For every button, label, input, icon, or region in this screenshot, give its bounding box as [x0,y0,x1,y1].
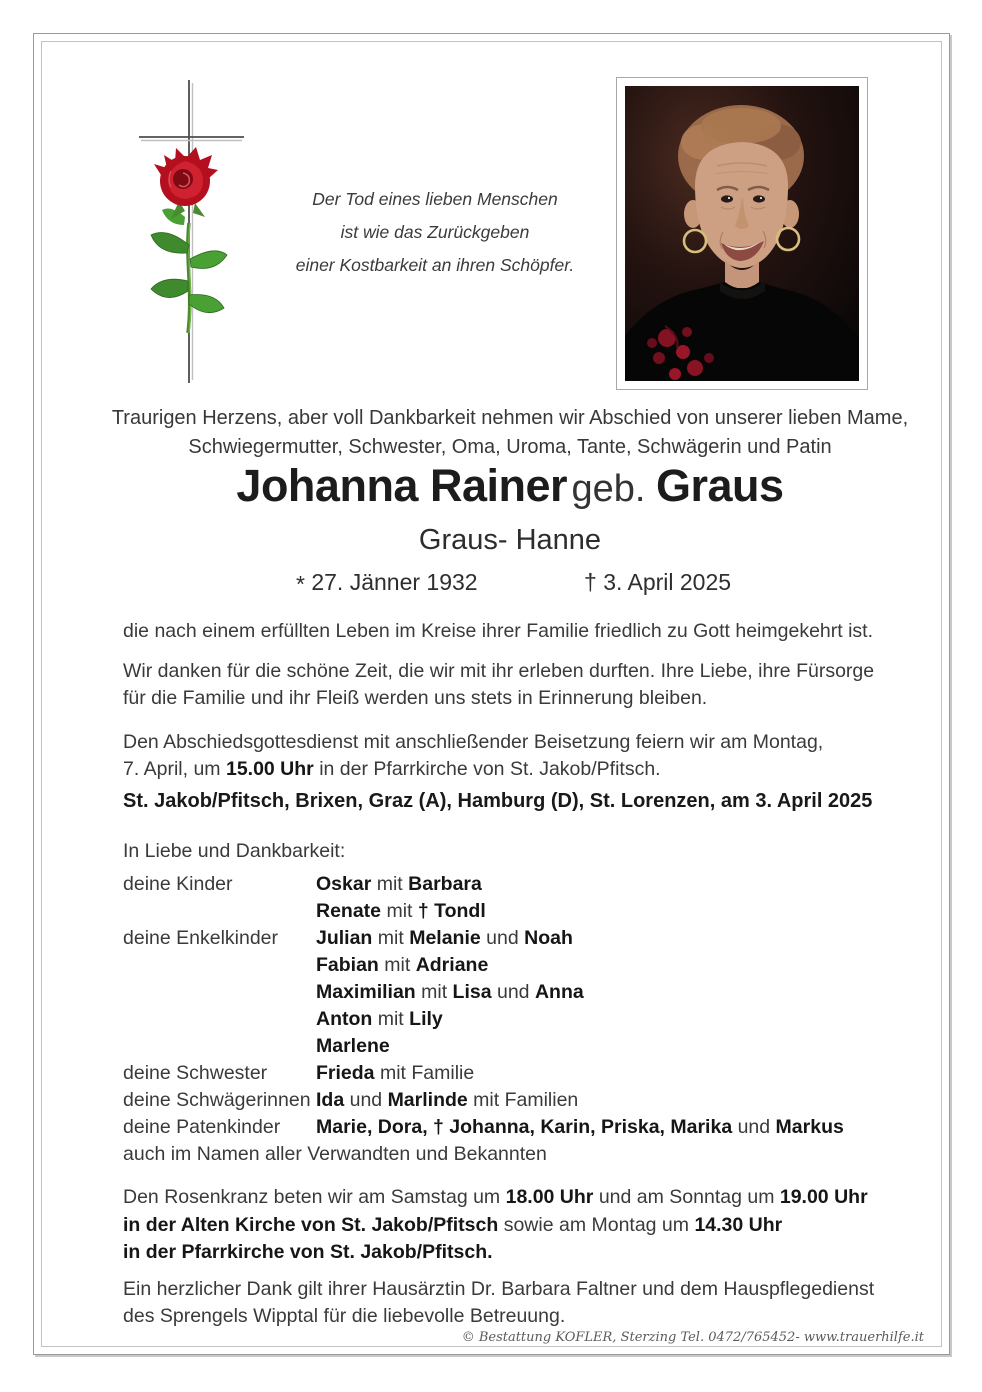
family-names: Oskar mit Barbara [316,873,482,895]
birth-date-text: 27. Jänner 1932 [311,569,478,595]
family-names: Marlene [316,1035,390,1057]
memorial-quote [255,183,615,282]
family-row [123,1033,933,1060]
family-label: deine Patenkinder [123,1116,281,1138]
family-names: Marie, Dora, † Johanna, Karin, Priska, Marika und Markus [316,1116,844,1138]
death-date-text: 3. April 2025 [603,569,732,595]
intro-line: Schwiegermutter, Schwester, Oma, Uroma, Tante, Schwägerin und Patin [188,436,832,458]
deceased-name-main: Johanna Rainer [236,460,568,511]
family-names: Ida und Marlinde mit Familien [316,1089,579,1111]
birth-symbol: * [296,571,305,597]
family-label: deine Schwester [123,1062,268,1084]
family-label: deine Enkelkinder [123,927,279,949]
death-symbol: † [584,569,597,595]
family-label: deine Kinder [123,873,233,895]
family-row [123,925,933,952]
paragraph-heimgekehrt: die nach einem erfüllten Leben im Kreise ihrer Familie friedlich zu Gott heimgekehrt ist. [123,620,874,642]
intro-line: Traurigen Herzens, aber voll Dankbarkeit nehmen wir Abschied von unserer lieben Mame, [111,407,909,429]
thanks-paragraph: Ein herzlicher Dank gilt ihrer Hausärztin Dr. Barbara Faltner und dem Hauspflegedienst des Sprengels Wipptal für die liebevolle Betreuung. [123,1278,875,1327]
quote-line: Der Tod eines lieben Menschen [312,189,558,209]
farewell-intro [100,404,920,462]
family-names: Maximilian mit Lisa und Anna [316,981,584,1003]
paragraph-gottesdienst: Den Abschiedsgottesdienst mit anschließender Beisetzung feiern wir am Montag, 7. April, um 15.00 Uhr in der Pfarrkirche von St. Jakob/Pfitsch. [123,731,824,780]
family-names: Anton mit Lily [316,1008,443,1030]
deceased-nickname: Graus- Hanne [418,524,602,556]
portrait-photo [625,86,859,381]
memorial-cross-lines [139,80,244,383]
family-row [123,871,933,898]
family-row [123,898,933,925]
family-names: Frieda mit Familie [316,1062,475,1084]
place-date-line: St. Jakob/Pfitsch, Brixen, Graz (A), Hamburg (D), St. Lorenzen, am 3. April 2025 [123,790,873,812]
family-names: Julian mit Melanie und Noah [316,927,573,949]
family-label [123,1033,316,1060]
deceased-name-geb: geb. [571,468,646,510]
portrait-photo-frame [616,77,868,390]
family-list [123,871,933,1141]
family-row [123,1114,933,1141]
family-label [123,898,316,925]
quote-line: ist wie das Zurückgeben [340,222,530,242]
family-label: deine Schwägerinnen [123,1089,311,1111]
paragraph-dank: Wir danken für die schöne Zeit, die wir mit ihr erleben durften. Ihre Liebe, ihre Fürsorge für die Familie und ihr Fleiß werden uns stets in Erinnerung bleiben. [123,660,875,709]
family-closing-line: auch im Namen aller Verwandten und Bekannten [123,1143,547,1165]
family-label [123,979,316,1006]
family-row [123,952,933,979]
family-row [123,1006,933,1033]
cross-icon [123,75,258,390]
family-row [123,1087,933,1114]
funeral-home-credit: © Bestattung KOFLER, Sterzing Tel. 0472/765452- www.trauerhilfe.it [461,1330,924,1345]
family-row [123,1060,933,1087]
quote-line: einer Kostbarkeit an ihren Schöpfer. [295,255,575,275]
in-liebe-line: In Liebe und Dankbarkeit: [123,840,346,862]
family-names: Renate mit † Tondl [316,900,486,922]
family-names: Fabian mit Adriane [316,954,489,976]
rose-icon [151,147,227,333]
birth-date [296,569,478,596]
death-date [584,569,731,596]
family-label [123,952,316,979]
family-label [123,1006,316,1033]
deceased-name [100,460,920,512]
deceased-maiden-name: Graus [656,460,784,511]
rosary-paragraph: Den Rosenkranz beten wir am Samstag um 18.00 Uhr und am Sonntag um 19.00 Uhr in der Alten Kirche von St. Jakob/Pfitsch sowie am Montag um 14.30 Uhr in der Pfarrkirche von St. Jakob/Pfitsch. [123,1186,868,1263]
family-row [123,979,933,1006]
